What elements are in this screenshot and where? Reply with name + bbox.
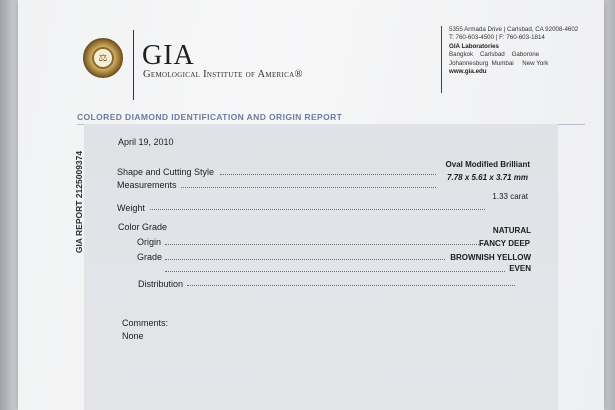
leader-dots — [181, 187, 436, 188]
weight-label: Weight — [117, 203, 145, 213]
side-label-container — [72, 145, 86, 265]
labs-row-1: Bangkok Carlsbad Gaborone — [449, 51, 540, 59]
distribution-value: EVEN — [509, 264, 531, 273]
address-line-2: T: 760-603-4500 | F: 760-603-1814 — [449, 34, 545, 42]
address-block — [449, 26, 578, 76]
leader-dots — [165, 244, 485, 245]
labs-row-2: Johannesburg Mumbai New York — [449, 59, 549, 67]
report-title: COLORED DIAMOND IDENTIFICATION AND ORIGIN REPORT — [77, 112, 343, 122]
report-number-label: GIA REPORT 2125009374 — [74, 150, 84, 254]
color-grade-label: Color Grade — [118, 222, 168, 232]
address-line-1: 5355 Armada Drive | Carlsbad, CA 92008-4602 — [449, 26, 579, 33]
weight-value: 1.33 carat — [492, 192, 528, 201]
website: www.gia.edu — [449, 68, 487, 76]
seal-shield-icon: ⚖ — [92, 47, 114, 69]
grade-label: Grade — [137, 252, 163, 262]
institute-name: Gemological Institute of America® — [143, 69, 303, 80]
gia-logo-text: GIA — [142, 40, 195, 71]
grade-value: BROWNISH YELLOW — [450, 253, 531, 262]
comments-value: None — [122, 331, 144, 341]
comments-label: Comments: — [122, 318, 169, 328]
leader-dots — [165, 271, 505, 272]
distribution-label: Distribution — [138, 279, 184, 289]
logo-divider — [133, 30, 134, 100]
measurements-value: 7.78 x 5.61 x 3.71 mm — [447, 173, 528, 182]
address-divider — [441, 26, 442, 93]
leader-dots — [150, 209, 485, 210]
measurements-label: Measurements — [117, 180, 177, 190]
labs-title: GIA Laboratories — [449, 42, 499, 50]
color-grade-value: NATURAL — [492, 226, 531, 235]
shape-value: Oval Modified Brilliant — [445, 160, 530, 169]
origin-value: FANCY DEEP — [479, 239, 530, 248]
report-date: April 19, 2010 — [118, 137, 174, 147]
origin-label: Origin — [137, 237, 162, 247]
leader-dots — [165, 259, 445, 260]
shape-label: Shape and Cutting Style — [117, 167, 215, 177]
leader-dots — [220, 174, 436, 175]
gia-seal-logo — [83, 38, 123, 78]
leader-dots — [187, 285, 515, 286]
